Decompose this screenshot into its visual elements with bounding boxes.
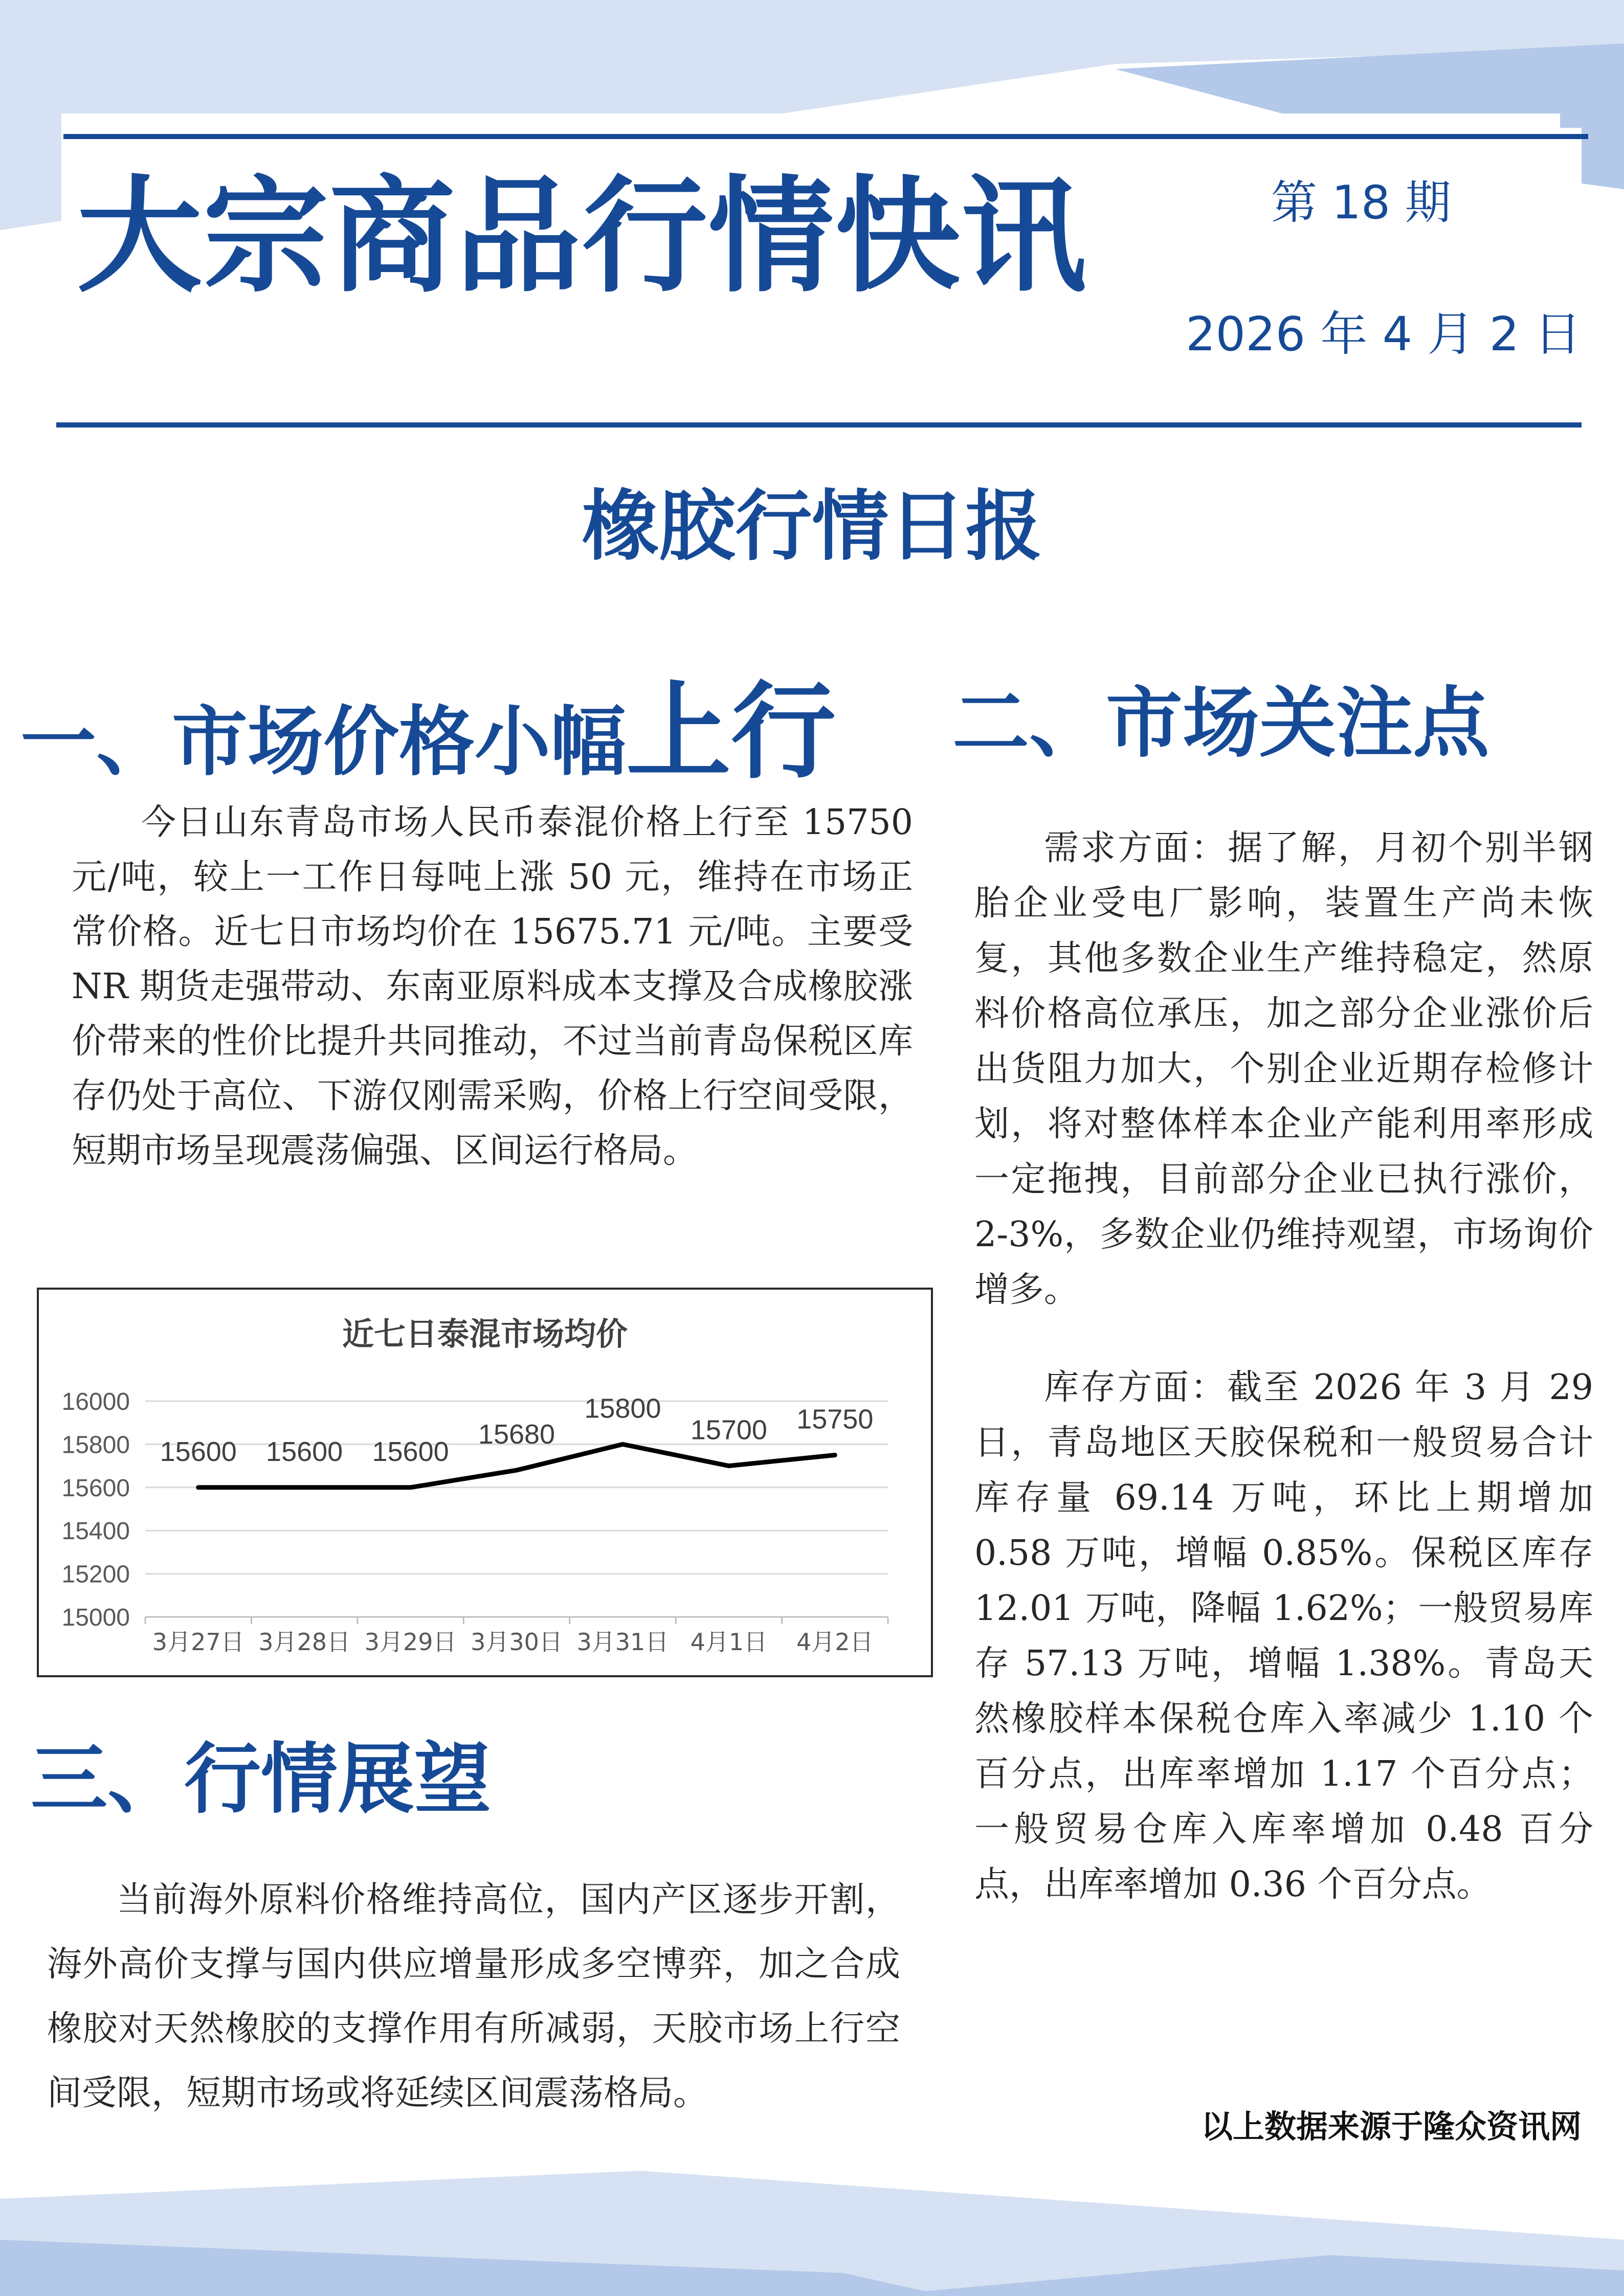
y-tick-label: 15600 (61, 1474, 130, 1502)
demand-paragraph: 需求方面：据了解，月初个别半钢胎企业受电厂影响，装置生产尚未恢复，其他多数企业生产维持稳定，然原料价格高位承压，加之部分企业涨价后出货阻力加大，个别企业近期存检修计划，将对整体样本企业产能利用率形成一定拖拽，目前部分企业已执行涨价，2-3%，多数企业仍维持观望，市场询价增多。 (974, 828, 1593, 1310)
x-tick-label: 4月2日 (796, 1628, 874, 1656)
section-heading-price-main: 一、市场价格小幅 (20, 698, 626, 786)
data-label: 15700 (690, 1414, 767, 1446)
masthead-title: 大宗商品行情快讯 (77, 164, 1087, 309)
chart-data-labels (160, 1393, 874, 1467)
section-heading-price-emphasis: 上行 (626, 671, 836, 793)
inventory-paragraph: 库存方面：截至 2026 年 3 月 29 日，青岛地区天胶保税和一般贸易合计库存量 69.14 万吨，环比上期增加 0.58 万吨，增幅 0.85%。保税区库存 12.01 万吨，降幅 1.62%；一般贸易库存 57.13 万吨，增幅 1.38%。青岛天然橡胶样本保税仓库入率减少 1.10 个百分点，出库率增加 1.17 个百分点；一般贸易仓库入库率增加 0.48 百分点，出库率增加 0.36 个百分点。 (974, 1367, 1593, 1905)
data-label: 15600 (160, 1436, 237, 1467)
price-line-chart (37, 1288, 933, 1677)
section-heading-price (20, 671, 836, 793)
report-title: 橡胶行情日报 (582, 482, 1042, 571)
data-label: 15680 (478, 1419, 555, 1450)
data-label: 15600 (266, 1436, 343, 1467)
chart-y-axis (62, 1388, 130, 1631)
issue-number: 第 18 期 (1271, 176, 1451, 230)
section-heading-outlook: 三、行情展望 (31, 1735, 492, 1824)
data-point (516, 1469, 518, 1471)
data-point (728, 1465, 730, 1467)
x-tick-label: 4月1日 (690, 1628, 768, 1656)
chart-x-axis (145, 1617, 888, 1656)
y-tick-label: 15200 (61, 1561, 130, 1588)
section-heading-focus: 二、市场关注点 (952, 679, 1490, 768)
x-tick-label: 3月27日 (152, 1628, 244, 1656)
data-label: 15800 (584, 1393, 661, 1424)
x-tick-label: 3月28日 (258, 1628, 351, 1656)
data-source-note: 以上数据来源于隆众资讯网 (1201, 2108, 1582, 2145)
x-tick-label: 3月30日 (471, 1628, 563, 1656)
chart-title: 近七日泰混市场均价 (342, 1317, 628, 1352)
y-tick-label: 15400 (61, 1518, 130, 1545)
x-tick-label: 3月29日 (364, 1628, 457, 1656)
data-point (621, 1443, 624, 1445)
data-label: 15600 (372, 1436, 449, 1467)
chart-canvas (39, 1290, 931, 1675)
data-label: 15750 (796, 1404, 874, 1435)
data-point (303, 1487, 305, 1489)
data-point (410, 1487, 412, 1489)
outlook-paragraph: 当前海外原料价格维持高位，国内产区逐步开割，海外高价支撑与国内供应增量形成多空博弈，加之合成橡胶对天然橡胶的支撑作用有所减弱，天胶市场上行空间受限，短期市场或将延续区间震荡格局。 (47, 1880, 900, 2113)
publish-date: 2026 年 4 月 2 日 (1186, 307, 1582, 362)
y-tick-label: 15800 (61, 1431, 130, 1459)
data-point (197, 1487, 199, 1489)
y-tick-label: 15000 (61, 1604, 130, 1631)
price-paragraph: 今日山东青岛市场人民币泰混价格上行至 15750 元/吨，较上一工作日每吨上涨 50 元，维持在市场正常价格。近七日市场均价在 15675.71 元/吨。主要受 NR 期货走强带动、东南亚原料成本支撑及合成橡胶涨价带来的性价比提升共同推动，不过当前青岛保税区库存仍处于高位、下游仅刚需采购，价格上行空间受限，短期市场呈现震荡偏强、区间运行格局。 (72, 802, 913, 1171)
data-point (834, 1454, 836, 1456)
x-tick-label: 3月31日 (576, 1628, 669, 1656)
y-tick-label: 16000 (61, 1388, 130, 1415)
